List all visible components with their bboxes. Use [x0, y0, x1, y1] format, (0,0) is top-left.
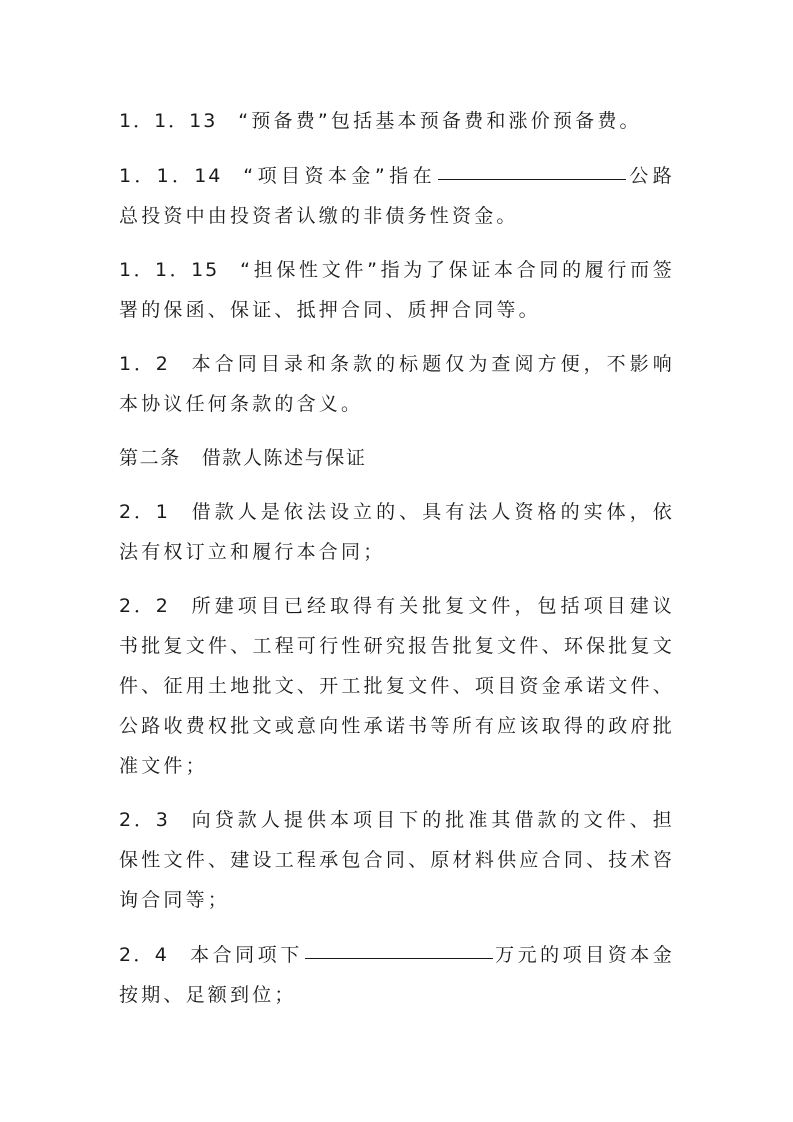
clause-number: 1．1．15 [119, 259, 220, 281]
document-body [119, 101, 675, 1029]
clause-text-after-blank: 公路总投资中由投资者认缴的非债务性资金。 [119, 165, 675, 227]
clause-1-1-13 [119, 101, 675, 141]
clause-text: 借款人是依法设立的、具有法人资格的实体，依法有权订立和履行本合同； [119, 501, 676, 563]
clause-1-2 [119, 344, 675, 424]
clause-text: “预备费”包括基本预备费和涨价预备费。 [238, 110, 642, 132]
article-title: 借款人陈述与保证 [201, 447, 367, 469]
clause-number: 2．1 [119, 501, 170, 523]
clause-2-2 [119, 586, 675, 786]
clause-2-4 [119, 934, 675, 1015]
clause-text-before-blank: 本合同项下 [189, 944, 303, 966]
clause-text: “担保性文件”指为了保证本合同的履行而签署的保函、保证、抵押合同、质押合同等。 [119, 259, 675, 321]
clause-number: 1．1．13 [119, 110, 218, 132]
fill-in-blank-amount[interactable] [305, 932, 493, 959]
clause-text-before-blank: “项目资本金”指在 [243, 165, 437, 187]
clause-number: 2．2 [119, 595, 170, 617]
clause-number: 1．2 [119, 353, 170, 375]
clause-text: 向贷款人提供本项目下的批准其借款的文件、担保性文件、建设工程承包合同、原材料供应合同、技术咨询合同等； [119, 809, 676, 911]
clause-number: 2．4 [119, 944, 169, 966]
clause-text-after-blank: 万元的项目资本金按期、足额到位； [119, 944, 675, 1006]
clause-text: 所建项目已经取得有关批复文件，包括项目建议书批复文件、工程可行性研究报告批复文件、环保批复文件、征用土地批文、开工批复文件、项目资金承诺文件、公路收费权批文或意向性承诺书等所有应该取得的政府批准文件； [119, 595, 676, 777]
fill-in-blank-road-name[interactable] [438, 153, 626, 180]
clause-text: 本合同目录和条款的标题仅为查阅方便，不影响本协议任何条款的含义。 [119, 353, 676, 415]
clause-number: 2．3 [119, 809, 170, 831]
article-2-heading [119, 438, 675, 478]
clause-1-1-15 [119, 250, 675, 330]
article-label: 第二条 [119, 447, 181, 469]
clause-number: 1．1．14 [119, 165, 223, 187]
clause-1-1-14 [119, 155, 675, 236]
clause-2-3 [119, 800, 675, 920]
clause-2-1 [119, 492, 675, 572]
